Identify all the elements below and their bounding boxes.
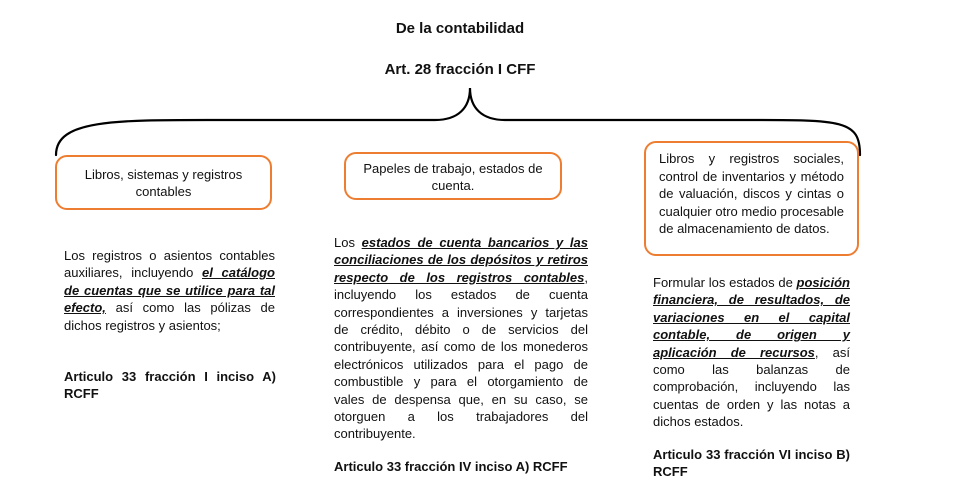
paragraph-text: , así como las balanzas de comprobación, incluyendo las cuentas de orden y las notas a dichos estados. xyxy=(653,344,850,430)
description-paragraph-2 xyxy=(334,234,588,443)
paragraph-text: Los registros o asientos contables auxiliares, incluyendo xyxy=(64,248,275,281)
legal-reference-3: Articulo 33 fracción VI inciso B) RCFF xyxy=(653,447,850,479)
category-box-libros-sistemas xyxy=(55,155,272,210)
legal-reference-2: Articulo 33 fracción IV inciso A) RCFF xyxy=(334,459,568,474)
box-label: Papeles de trabajo, estados de cuenta. xyxy=(363,161,543,193)
box-label: Libros, sistemas y registros contables xyxy=(84,167,243,199)
paragraph-text: Formular los estados de xyxy=(653,275,797,290)
legal-reference-1: Articulo 33 fracción I inciso A) RCFF xyxy=(64,369,276,401)
category-box-papeles-trabajo xyxy=(344,152,562,200)
description-paragraph-1 xyxy=(64,247,275,334)
description-paragraph-3 xyxy=(653,274,850,431)
box-label: Libros y registros sociales, control de inventarios y método de valuación, discos y cintas o cualquier otro medio procesable de almacenamiento de datos. xyxy=(659,151,844,236)
paragraph-text: , incluyendo los estados de cuenta correspondientes a inversiones y tarjetas de crédito, débito o de servicios del contribuyente, así como de los monederos electrónicos utilizados para el pago de combustible y para el otorgamiento de vales de despensa que, en su caso, se otorguen a los trabajadores del contribuyente. xyxy=(334,269,588,442)
category-box-libros-sociales xyxy=(644,141,859,256)
emphasized-text: estados de cuenta bancarios y las conciliaciones de los depósitos y retiros respecto de los registros contables xyxy=(334,235,588,285)
diagram-subtitle: Art. 28 fracción I CFF xyxy=(384,61,536,78)
diagram-title: De la contabilidad xyxy=(395,20,525,37)
emphasized-text: el catálogo de cuentas que se utilice para tal efecto, xyxy=(64,265,275,316)
paragraph-text: así como las pólizas de dichos registros y asientos; xyxy=(64,300,275,333)
paragraph-text: Los xyxy=(334,235,362,250)
emphasized-text: posición financiera, de resultados, de variaciones en el capital contable, de origen y aplicación de recursos xyxy=(653,275,850,360)
